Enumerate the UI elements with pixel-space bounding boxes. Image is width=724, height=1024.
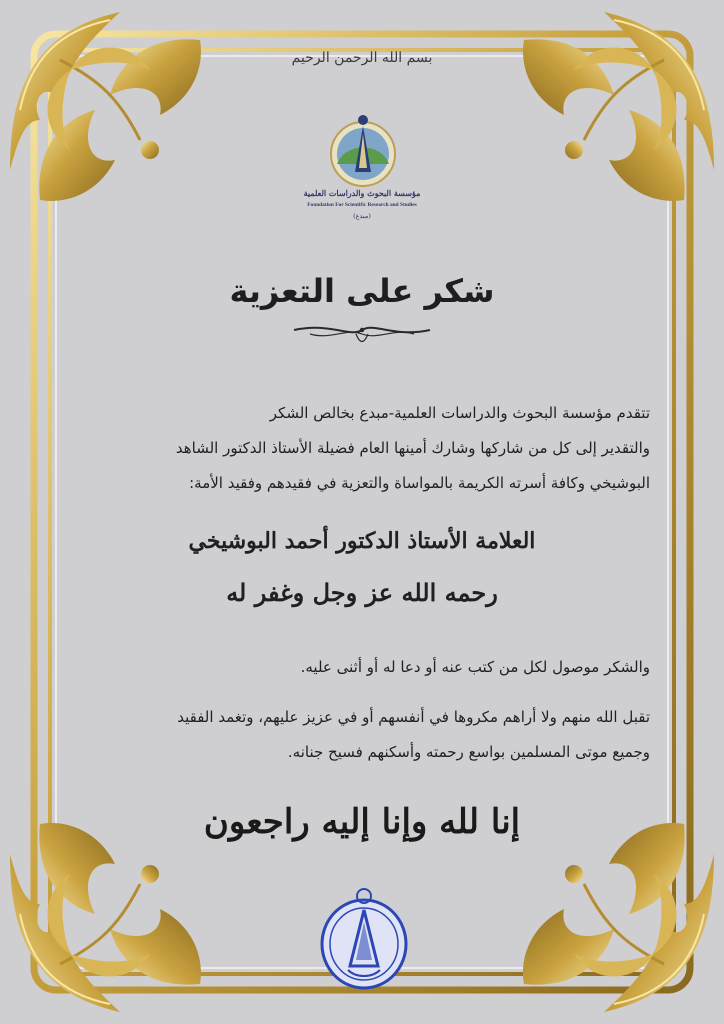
foundation-stamp-icon <box>318 884 410 994</box>
thanks-paragraph <box>72 396 650 501</box>
paragraph-line: تقبل الله منهم ولا أراهم مكروها في أنفسهم أو في عزيز عليهم، وتغمد الفقيد <box>177 708 650 726</box>
paragraph-line: والتقدير إلى كل من شاركها وشارك أمينها العام فضيلة الأستاذ الدكتور الشاهد <box>175 439 650 457</box>
paragraph-line: تتقدم مؤسسة البحوث والدراسات العلمية-مبدع بخالص الشكر <box>269 404 650 422</box>
foundation-name-ar: مؤسسة البحوث والدراسات العلمية <box>303 188 421 198</box>
foundation-tag: (مبدع) <box>353 212 371 220</box>
gratitude-paragraph <box>72 650 650 685</box>
paragraph-line: وجميع موتى المسلمين بواسع رحمته وأسكنهم فسيح جنانه. <box>287 743 650 761</box>
istirja-calligraphy: إنا لله وإنا إليه راجعون <box>203 802 521 842</box>
page-title: شكر على التعزية <box>229 272 495 310</box>
paragraph-line: والشكر موصول لكل من كتب عنه أو دعا له أو أثنى عليه. <box>300 658 650 676</box>
ornamental-divider <box>290 318 434 346</box>
basmala: بسم الله الرحمن الرحيم <box>291 50 433 66</box>
foundation-logo-icon <box>305 112 421 240</box>
supplication-paragraph <box>72 700 650 770</box>
paragraph-line: البوشيخي وكافة أسرته الكريمة بالمواساة والتعزية في فقيدهم وفقيد الأمة: <box>189 474 650 492</box>
foundation-name-en: Foundation For Scientific Research and Studies <box>307 202 417 208</box>
prayer-line: رحمه الله عز وجل وغفر له <box>226 578 498 607</box>
honoree-name: العلامة الأستاذ الدكتور أحمد البوشيخي <box>188 528 536 554</box>
